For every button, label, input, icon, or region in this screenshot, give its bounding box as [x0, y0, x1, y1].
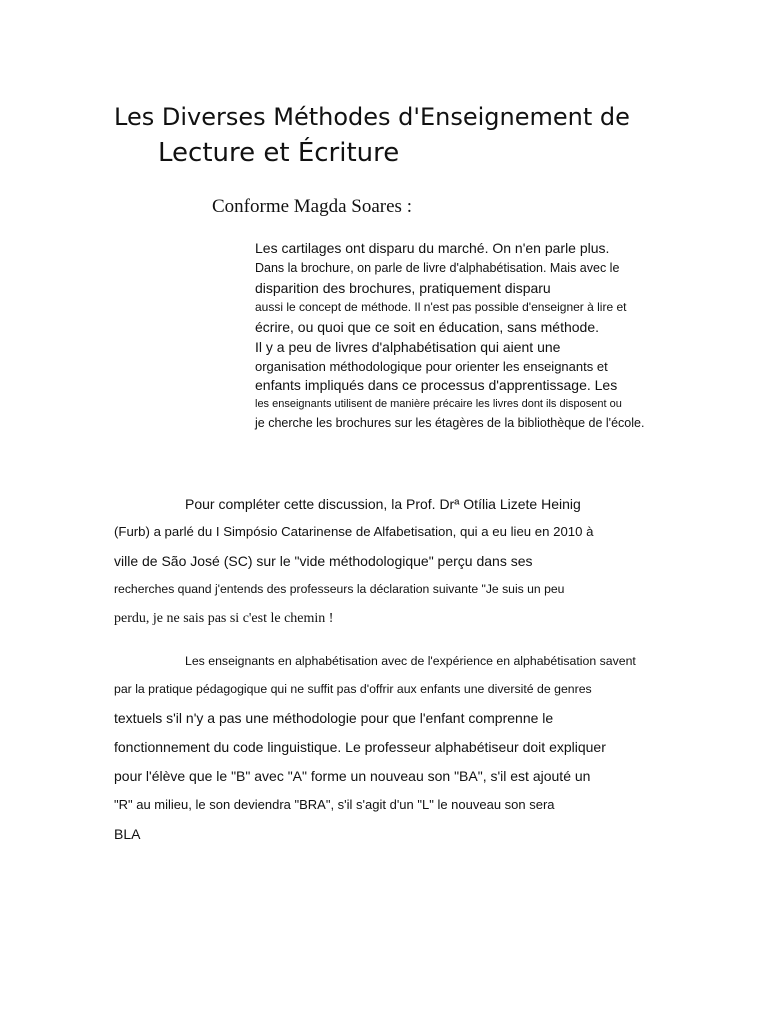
quote-line-3: disparition des brochures, pratiquement disparu — [255, 280, 551, 296]
quote-line-2: Dans la brochure, on parle de livre d'alphabétisation. Mais avec le — [255, 261, 620, 275]
document-title-line-2: Lecture et Écriture — [158, 138, 400, 168]
quote-line-6: Il y a peu de livres d'alphabétisation qui aient une — [255, 339, 561, 355]
paragraph-1-line-3: ville de São José (SC) sur le "vide méthodologique" perçu dans ses — [114, 553, 533, 569]
paragraph-2-line-6: "R" au milieu, le son deviendra "BRA", s'il s'agit d'un "L" le nouveau son sera — [114, 797, 555, 812]
document-title-line-1: Les Diverses Méthodes d'Enseignement de — [114, 103, 630, 131]
paragraph-1-line-2: (Furb) a parlé du I Simpósio Catarinense de Alfabetisation, qui a eu lieu en 2010 à — [114, 524, 594, 539]
quote-line-4: aussi le concept de méthode. Il n'est pas possible d'enseigner à lire et — [255, 300, 627, 314]
paragraph-2-line-5: pour l'élève que le "B" avec "A" forme un nouveau son "BA", s'il est ajouté un — [114, 768, 591, 784]
paragraph-2-line-1: Les enseignants en alphabétisation avec de l'expérience en alphabétisation savent — [185, 654, 636, 668]
paragraph-2-line-3: textuels s'il n'y a pas une méthodologie pour que l'enfant comprenne le — [114, 710, 554, 726]
quote-line-5: écrire, ou quoi que ce soit en éducation, sans méthode. — [255, 319, 599, 335]
document-subtitle: Conforme Magda Soares : — [212, 196, 412, 217]
quote-line-8: enfants impliqués dans ce processus d'apprentissage. Les — [255, 377, 618, 393]
quote-line-7: organisation méthodologique pour orienter les enseignants et — [255, 359, 608, 374]
paragraph-2-line-2: par la pratique pédagogique qui ne suffit pas d'offrir aux enfants une diversité de genres — [114, 682, 592, 696]
paragraph-2-line-4: fonctionnement du code linguistique. Le professeur alphabétiseur doit expliquer — [114, 739, 606, 755]
paragraph-1-line-5: perdu, je ne sais pas si c'est le chemin ! — [114, 611, 334, 626]
paragraph-1-line-4: recherches quand j'entends des professeurs la déclaration suivante "Je suis un peu — [114, 582, 565, 596]
quote-line-10: je cherche les brochures sur les étagères de la bibliothèque de l'école. — [255, 416, 645, 430]
paragraph-2-line-7: BLA — [114, 826, 141, 842]
quote-line-1: Les cartilages ont disparu du marché. On n'en parle plus. — [255, 240, 610, 256]
paragraph-1-line-1: Pour compléter cette discussion, la Prof. Drª Otília Lizete Heinig — [185, 496, 581, 512]
quote-line-9: les enseignants utilisent de manière précaire les livres dont ils disposent ou — [255, 398, 622, 410]
